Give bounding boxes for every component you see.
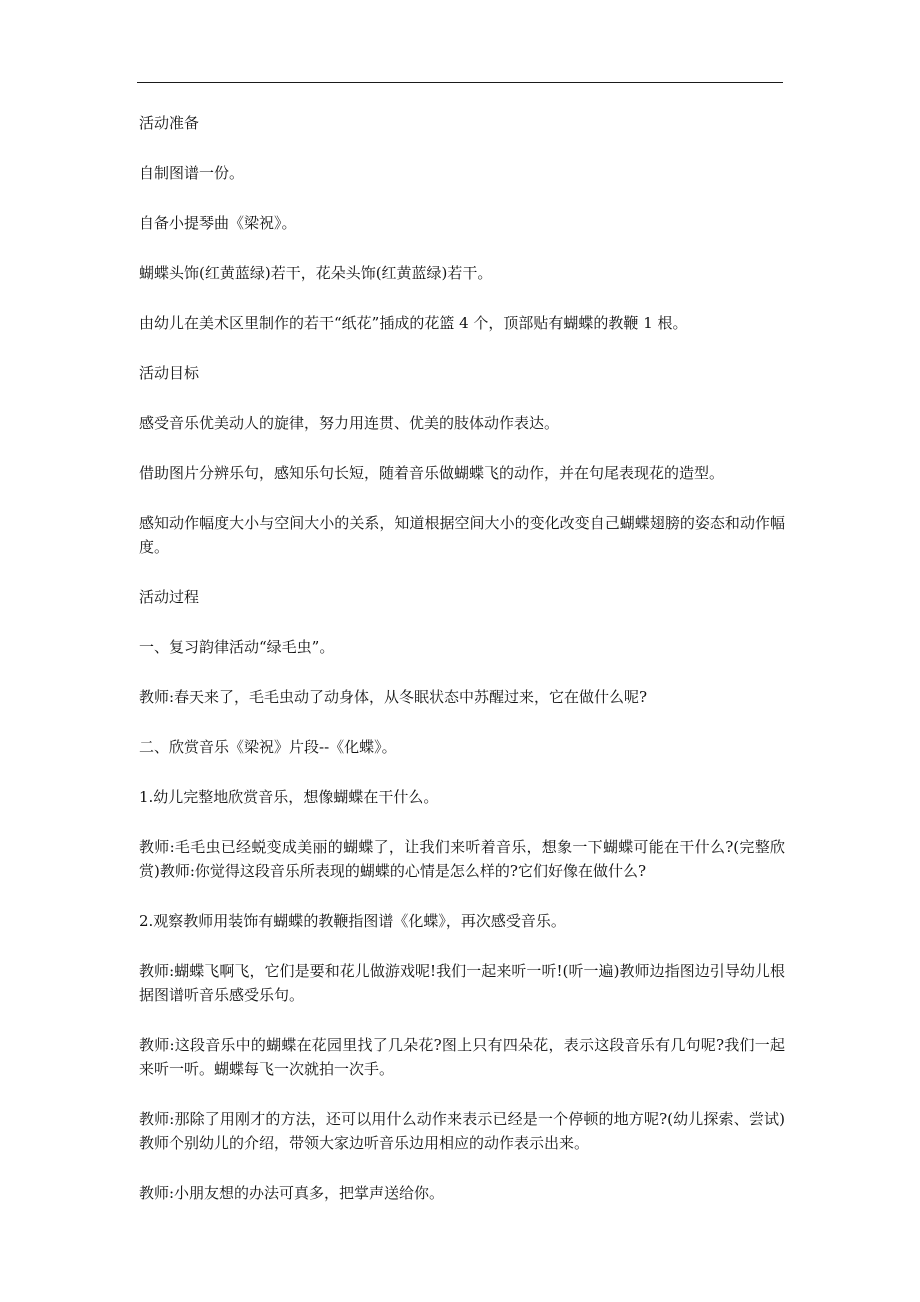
paragraph: 感知动作幅度大小与空间大小的关系，知道根据空间大小的变化改变自己蝴蝶翅膀的姿态和动作幅度。 [139, 514, 785, 556]
section-heading-goals: 活动目标 [139, 364, 200, 382]
paragraph: 教师:毛毛虫已经蜕变成美丽的蝴蝶了，让我们来听着音乐，想象一下蝴蝶可能在干什么?(完整欣赏)教师:你觉得这段音乐所表现的蝴蝶的心情是怎么样的?它们好像在做什么? [139, 838, 785, 880]
paragraph: 由幼儿在美术区里制作的若干“纸花”插成的花篮 4 个，顶部贴有蝴蝶的教鞭 1 根。 [139, 314, 688, 332]
paragraph: 2.观察教师用装饰有蝴蝶的教鞭指图谱《化蝶》，再次感受音乐。 [139, 912, 566, 930]
paragraph: 教师:小朋友想的办法可真多，把掌声送给你。 [139, 1184, 445, 1202]
paragraph: 借助图片分辨乐句，感知乐句长短，随着音乐做蝴蝶飞的动作，并在句尾表现花的造型。 [139, 464, 725, 482]
paragraph: 蝴蝶头饰(红黄蓝绿)若干，花朵头饰(红黄蓝绿)若干。 [139, 264, 493, 282]
paragraph: 教师:那除了用刚才的方法，还可以用什么动作来表示已经是一个停顿的地方呢?(幼儿探索、尝试)教师个别幼儿的介绍，带领大家边听音乐边用相应的动作表示出来。 [139, 1110, 785, 1152]
section-heading-process: 活动过程 [139, 588, 200, 606]
paragraph: 感受音乐优美动人的旋律，努力用连贯、优美的肢体动作表达。 [139, 414, 560, 432]
paragraph: 教师:这段音乐中的蝴蝶在花园里找了几朵花?图上只有四朵花，表示这段音乐有几句呢?我们一起来听一听。蝴蝶每飞一次就拍一次手。 [139, 1036, 785, 1078]
paragraph: 教师:蝴蝶飞啊飞，它们是要和花儿做游戏呢!我们一起来听一听!(听一遍)教师边指图边引导幼儿根据图谱听音乐感受乐句。 [139, 962, 785, 1004]
section-heading-preparation: 活动准备 [139, 114, 200, 132]
paragraph: 教师:春天来了，毛毛虫动了动身体，从冬眠状态中苏醒过来，它在做什么呢? [139, 688, 648, 706]
paragraph: 二、欣赏音乐《梁祝》片段--《化蝶》。 [139, 738, 397, 756]
paragraph: 自制图谱一份。 [139, 164, 245, 182]
header-rule [137, 82, 783, 83]
paragraph: 一、复习韵律活动“绿毛虫”。 [139, 638, 335, 656]
paragraph: 1.幼儿完整地欣赏音乐，想像蝴蝶在干什么。 [139, 788, 439, 806]
paragraph: 自备小提琴曲《梁祝》。 [139, 214, 297, 232]
document-body [139, 111, 785, 1231]
